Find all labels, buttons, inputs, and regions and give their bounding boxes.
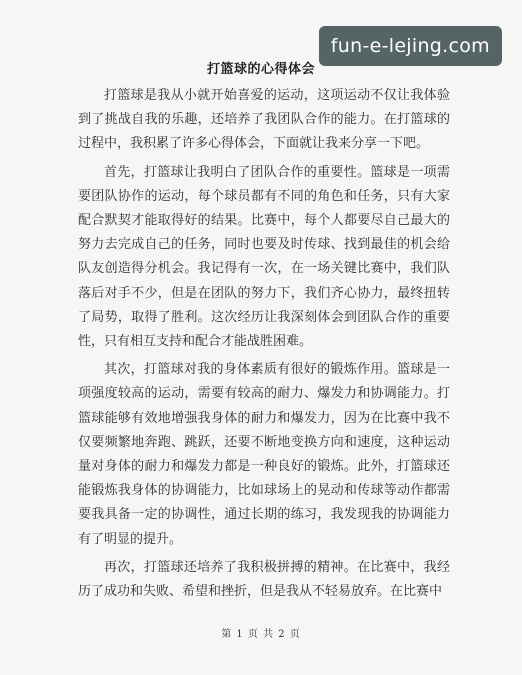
paragraph-spirit: 再次，打篮球还培养了我积极拼搏的精神。在比赛中，我经历了成功和失败、希望和挫折，但是我从不轻易放弃。在比赛中 (78, 559, 450, 600)
document-body (78, 84, 450, 608)
paragraph-teamwork: 首先，打篮球让我明白了团队合作的重要性。篮球是一项需要团队协作的运动，每个球员都有不同的角色和任务，只有大家配合默契才能取得好的结果。比赛中，每个人都要尽自己最大的努力去完成自己的任务，同时也要及时传球、找到最佳的机会给队友创造得分机会。我记得有一次，在一场关键比赛中，我们队落后对手不少，但是在团队的努力下，我们齐心协力，最终扭转了局势，取得了胜利。这次经历让我深刻体会到团队合作的重要性，只有相互支持和配合才能战胜困难。 (78, 164, 450, 350)
paragraph-fitness: 其次，打篮球对我的身体素质有很好的锻炼作用。篮球是一项强度较高的运动，需要有较高的耐力、爆发力和协调能力。打篮球能够有效地增强我身体的耐力和爆发力，因为在比赛中我不仅要频繁地奔跑、跳跃，还要不断地变换方向和速度，这种运动量对身体的耐力和爆发力都是一种良好的锻炼。此外，打篮球还能锻炼我身体的协调能力，比如球场上的晃动和传球等动作都需要我具备一定的协调性，通过长期的练习，我发现我的协调能力有了明显的提升。 (78, 362, 450, 547)
page-number-footer: 第 1 页 共 2 页 (221, 629, 301, 640)
paragraph-intro: 打篮球是我从小就开始喜爱的运动，这项运动不仅让我体验到了挑战自我的乐趣，还培养了我团队合作的能力。在打篮球的过程中，我积累了许多心得体会，下面就让我来分享一下吧。 (78, 88, 450, 152)
document-title: 打篮球的心得体会 (206, 62, 315, 77)
site-watermark: fun-e-lejing.com (319, 26, 502, 66)
